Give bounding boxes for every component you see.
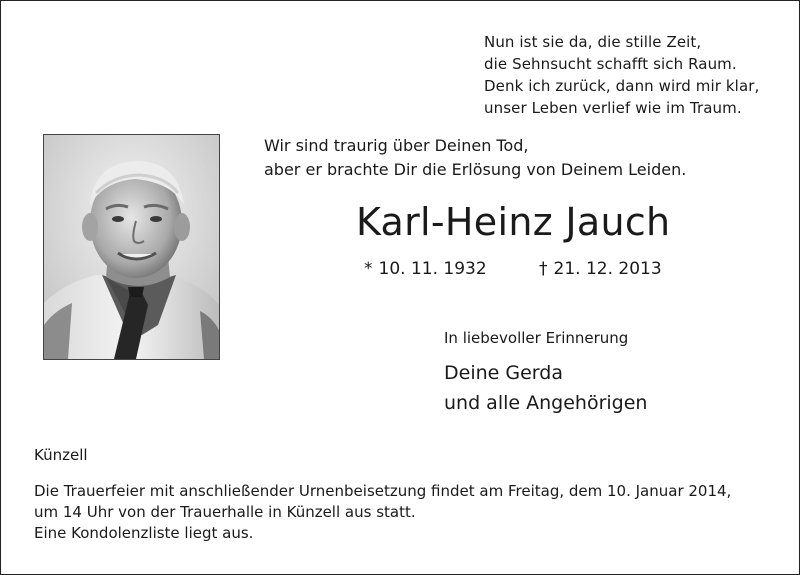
birth-symbol: * — [364, 259, 373, 279]
poem — [484, 31, 759, 119]
memory-line: In liebevoller Erinnerung — [444, 329, 629, 347]
deceased-name: Karl-Heinz Jauch — [356, 200, 671, 244]
funeral-notice — [34, 481, 731, 544]
quote-line: aber er brachte Dir die Erlösung von Deinem Leiden. — [264, 160, 687, 179]
portrait-photo — [43, 134, 220, 360]
death-date-group — [539, 257, 662, 281]
birth-date: 10. 11. 1932 — [378, 259, 487, 279]
signers — [444, 358, 647, 418]
notice-line: um 14 Uhr von der Trauerhalle in Künzell aus statt. — [34, 503, 416, 521]
signer-line: und alle Angehörigen — [444, 392, 648, 414]
poem-line: die Sehnsucht schafft sich Raum. — [484, 55, 737, 73]
quote-line: Wir sind traurig über Deinen Tod, — [264, 136, 529, 155]
notice-line: Die Trauerfeier mit anschließender Urnenbeisetzung findet am Freitag, dem 10. Januar 2014, — [34, 482, 732, 500]
birth-date-group — [364, 259, 487, 279]
signer-line: Deine Gerda — [444, 362, 563, 384]
life-dates — [364, 257, 662, 281]
place-name: Künzell — [34, 446, 88, 464]
notice-line: Eine Kondolenzliste liegt aus. — [34, 524, 254, 542]
death-date: 21. 12. 2013 — [553, 259, 662, 279]
poem-line: Denk ich zurück, dann wird mir klar, — [484, 77, 760, 95]
mourning-quote — [264, 134, 686, 182]
poem-line: Nun ist sie da, die stille Zeit, — [484, 33, 702, 51]
cross-symbol: † — [539, 259, 548, 279]
poem-line: unser Leben verlief wie im Traum. — [484, 99, 742, 117]
portrait-image — [44, 135, 219, 359]
